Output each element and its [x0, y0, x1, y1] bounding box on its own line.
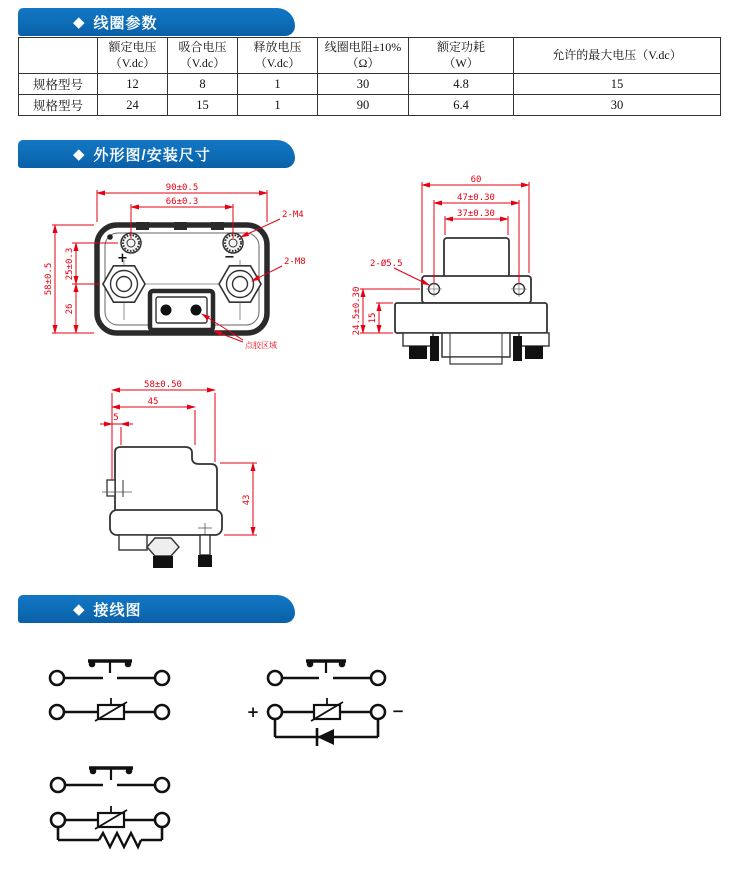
wiring-diagrams — [0, 630, 740, 874]
header-cell-max-voltage: 允许的最大电压（V.dc） — [514, 38, 721, 74]
section-title-outline: 外形图/安装尺寸 — [93, 146, 211, 164]
row-label: 规格型号 — [19, 74, 98, 95]
section-banner-outline — [18, 140, 295, 168]
dim-head: 37±0.30 — [457, 209, 495, 219]
value-cell: 6.4 — [409, 95, 514, 116]
stud-left — [403, 333, 439, 361]
section-banner-coil — [18, 8, 295, 36]
value-cell: 1 — [238, 95, 318, 116]
header-cell-empty — [19, 38, 98, 74]
dim-holes: 66±0.3 — [165, 197, 199, 207]
dim-upper: 25±0.3 — [65, 247, 75, 281]
dim-height: 43 — [242, 494, 252, 506]
index-dot — [107, 234, 113, 240]
section-title-coil: 线圈参数 — [93, 14, 158, 32]
top-notch — [136, 222, 149, 230]
diamond-icon: ◆ — [73, 600, 85, 618]
profile-view-drawing — [100, 380, 257, 568]
top-notch — [174, 222, 187, 230]
dim-base: 15 — [368, 312, 378, 324]
value-cell: 12 — [98, 74, 168, 95]
dim-depth: 24.5±0.30 — [352, 286, 362, 336]
dim-width: 60 — [470, 175, 482, 185]
center-connector — [442, 333, 510, 364]
table-row — [19, 74, 721, 95]
dim-width: 58±0.50 — [144, 380, 182, 390]
circuit-diode — [268, 661, 385, 746]
glue-area-note: 点胶区域 — [245, 341, 277, 350]
minus-terminal-mark: − — [391, 702, 405, 720]
dim-lower: 26 — [65, 303, 75, 315]
coil-parameter-table — [18, 37, 721, 116]
value-cell: 24 — [98, 95, 168, 116]
row-label: 规格型号 — [19, 95, 98, 116]
diamond-icon: ◆ — [73, 13, 85, 31]
value-cell: 4.8 — [409, 74, 514, 95]
dim-upper: 45 — [147, 397, 159, 407]
hole-label: 2-Ø5.5 — [370, 259, 403, 269]
circuit-resistor — [51, 768, 169, 847]
value-cell: 15 — [168, 95, 238, 116]
plus-terminal-mark: + — [246, 703, 260, 721]
minus-mark: − — [224, 250, 235, 265]
value-cell: 90 — [318, 95, 409, 116]
value-cell: 15 — [514, 74, 721, 95]
dim-height: 58±0.5 — [44, 262, 54, 296]
outline-drawings — [0, 175, 740, 595]
dim-holes: 47±0.30 — [457, 193, 495, 203]
dim-small: 5 — [113, 413, 119, 423]
header-cell-release-voltage: 释放电压 （V.dc） — [238, 38, 318, 74]
header-cell-pickup-voltage: 吸合电压 （V.dc） — [168, 38, 238, 74]
value-cell: 30 — [514, 95, 721, 116]
table-row — [19, 95, 721, 116]
section-title-wiring: 接线图 — [93, 601, 142, 619]
value-cell: 30 — [318, 74, 409, 95]
plus-mark: + — [117, 251, 128, 266]
value-cell: 1 — [238, 74, 318, 95]
diamond-icon: ◆ — [73, 145, 85, 163]
screw-label: 2-M4 — [282, 210, 304, 220]
header-cell-rated-voltage: 额定电压 （V.dc） — [98, 38, 168, 74]
resistor-icon — [99, 833, 141, 847]
terminal-label: 2-M8 — [284, 257, 306, 267]
table-header-row — [19, 38, 721, 74]
header-cell-coil-resistance: 线圈电阻±10% （Ω） — [318, 38, 409, 74]
header-cell-rated-power: 额定功耗 （W） — [409, 38, 514, 74]
value-cell: 8 — [168, 74, 238, 95]
front-view-drawing — [44, 183, 306, 350]
side-view-drawing — [352, 175, 549, 364]
top-notch — [211, 222, 224, 230]
section-banner-wiring — [18, 595, 295, 623]
dim-width: 90±0.5 — [165, 183, 199, 193]
circuit-basic — [50, 661, 169, 721]
aux-connector-block — [150, 291, 213, 330]
side-tab — [107, 480, 115, 496]
stud-right — [513, 333, 549, 361]
diode-icon — [317, 729, 334, 745]
